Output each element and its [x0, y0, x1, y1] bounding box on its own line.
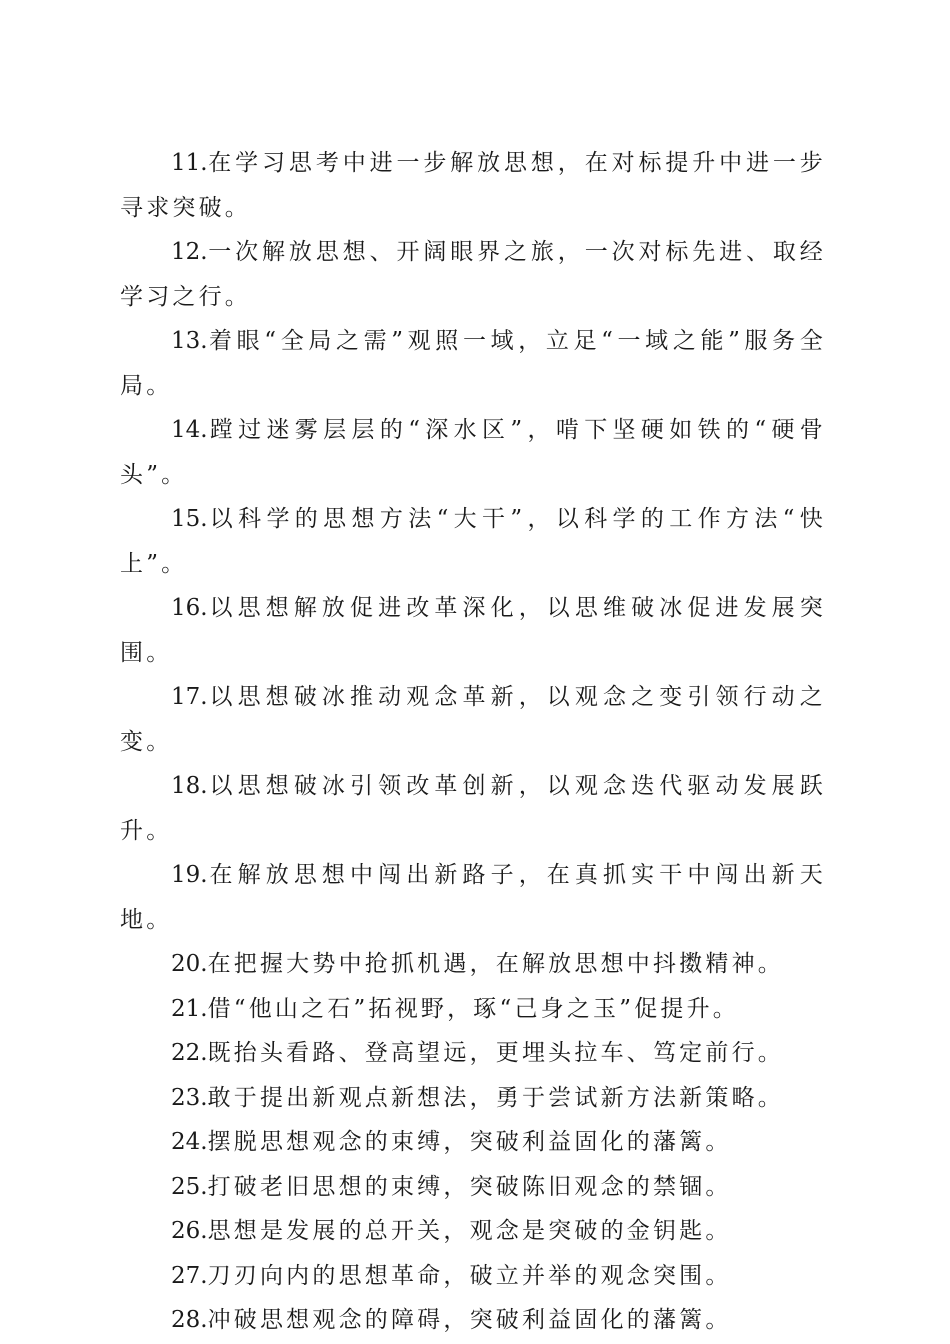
list-item [120, 764, 826, 853]
item-text: 摆脱思想观念的束缚，突破利益固化的藩篱。 [207, 1129, 732, 1155]
list-item [120, 497, 826, 586]
item-number: 27. [171, 1262, 208, 1289]
item-text: 在解放思想中闯出新路子，在真抓实干中闯出新天地。 [120, 862, 826, 933]
list-item [120, 853, 826, 942]
item-text: 以思想破冰引领改革创新，以观念迭代驱动发展跃升。 [120, 773, 826, 844]
list-item [120, 408, 826, 497]
item-text: 借“他山之石”拓视野，琢“己身之玉”促提升。 [207, 995, 740, 1022]
item-text: 以思想解放促进改革深化，以思维破冰促进发展突围。 [120, 595, 826, 666]
document-body [120, 141, 826, 1343]
list-item [120, 1165, 826, 1210]
item-number: 12. [171, 239, 208, 265]
list-item [120, 1298, 826, 1343]
item-number: 22. [171, 1040, 208, 1066]
item-number: 19. [171, 862, 208, 888]
item-number: 23. [171, 1084, 208, 1111]
item-number: 28. [171, 1307, 208, 1333]
item-number: 21. [171, 995, 208, 1022]
item-text: 冲破思想观念的障碍，突破利益固化的藩篱。 [207, 1307, 732, 1333]
item-number: 24. [171, 1129, 208, 1155]
item-text: 刀刃向内的思想革命，破立并举的观念突围。 [207, 1262, 732, 1289]
list-item [120, 141, 826, 230]
list-item [120, 1254, 826, 1299]
list-item [120, 1209, 826, 1254]
item-number: 13. [171, 328, 208, 354]
item-number: 20. [171, 951, 208, 977]
item-number: 14. [171, 417, 208, 443]
item-number: 26. [171, 1218, 208, 1244]
list-item [120, 1120, 826, 1165]
item-text: 思想是发展的总开关，观念是突破的金钥匙。 [207, 1218, 732, 1244]
list-item [120, 1031, 826, 1076]
list-item [120, 319, 826, 408]
item-text: 以科学的思想方法“大干”，以科学的工作方法“快上”。 [120, 506, 826, 577]
item-text: 既抬头看路、登高望远，更埋头拉车、笃定前行。 [207, 1040, 784, 1066]
item-number: 16. [171, 595, 208, 621]
list-item [120, 942, 826, 987]
item-number: 25. [171, 1173, 208, 1200]
item-number: 18. [171, 773, 208, 799]
item-text: 蹚过迷雾层层的“深水区”，啃下坚硬如铁的“硬骨头”。 [120, 417, 826, 488]
item-number: 15. [171, 506, 208, 532]
item-text: 着眼“全局之需”观照一域，立足“一域之能”服务全局。 [120, 328, 826, 399]
list-item [120, 586, 826, 675]
item-text: 在学习思考中进一步解放思想，在对标提升中进一步寻求突破。 [120, 150, 826, 221]
item-text: 以思想破冰推动观念革新，以观念之变引领行动之变。 [120, 684, 826, 755]
list-item [120, 1076, 826, 1121]
item-number: 17. [171, 684, 208, 710]
item-text: 在把握大势中抢抓机遇，在解放思想中抖擞精神。 [207, 951, 784, 977]
item-text: 敢于提出新观点新想法，勇于尝试新方法新策略。 [207, 1084, 784, 1111]
list-item [120, 230, 826, 319]
list-item [120, 675, 826, 764]
item-number: 11. [171, 150, 208, 176]
item-text: 一次解放思想、开阔眼界之旅，一次对标先进、取经学习之行。 [120, 239, 826, 310]
item-text: 打破老旧思想的束缚，突破陈旧观念的禁锢。 [207, 1173, 732, 1200]
list-item [120, 987, 826, 1032]
